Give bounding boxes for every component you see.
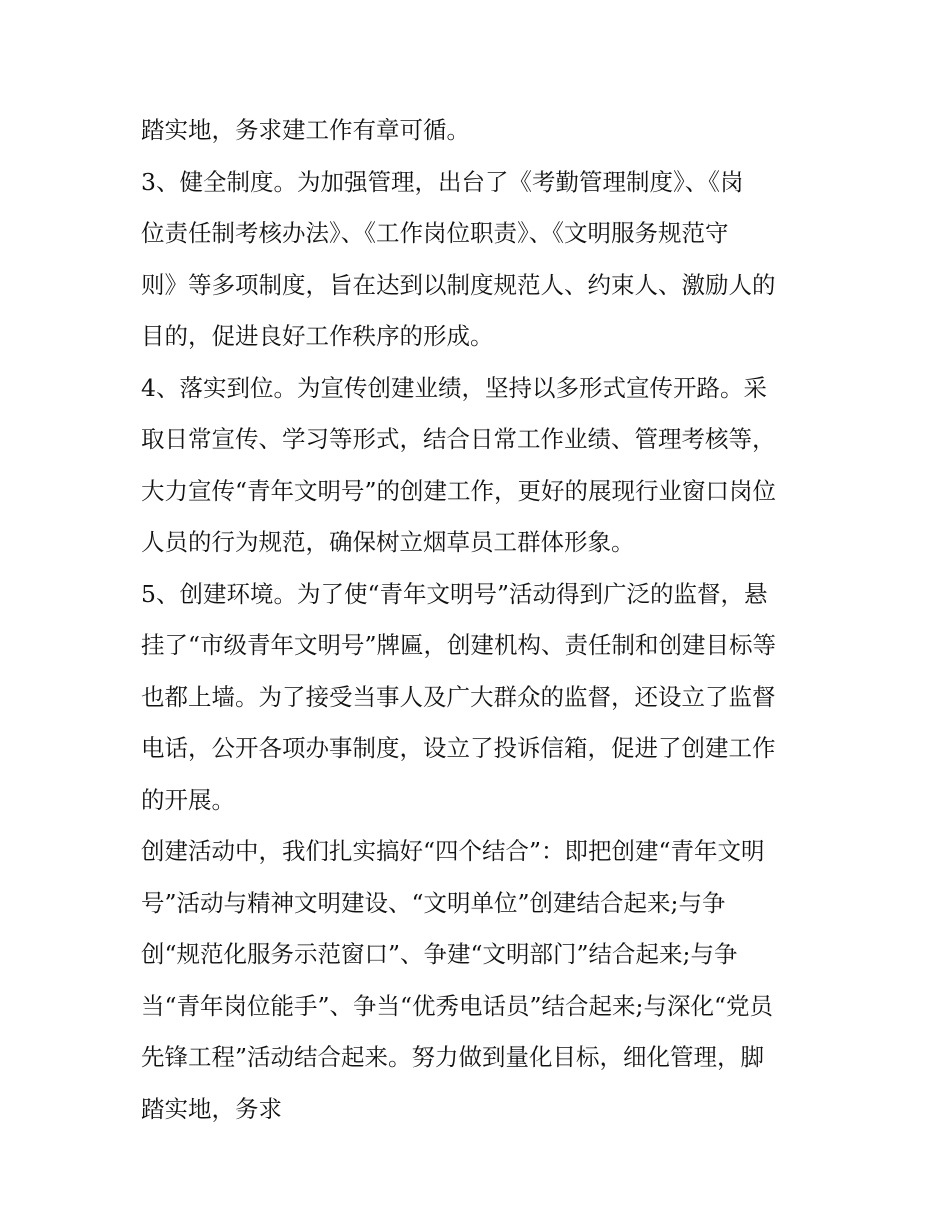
- body-text: [141, 105, 821, 1135]
- text-line: 位责任制考核办法》、《工作岗位职责》、《文明服务规范守: [141, 219, 729, 247]
- text-line: 人员的行为规范，确保树立烟草员工群体形象。: [141, 528, 635, 556]
- text-line: 电话，公开各项办事制度，设立了投诉信箱，促进了创建工作: [141, 734, 776, 762]
- text-line: 踏实地，务求建工作有章可循。: [141, 116, 470, 144]
- text-line: 也都上墙。为了接受当事人及广大群众的监督，还设立了监督: [141, 682, 776, 711]
- text-line: 号”活动与精神文明建设、“文明单位”创建结合起来;与争: [141, 888, 726, 917]
- text-line: 则》等多项制度，旨在达到以制度规范人、约束人、激励人的: [141, 270, 776, 299]
- text-line: 的开展。: [141, 785, 235, 814]
- text-line: 目的，促进良好工作秩序的形成。: [141, 322, 494, 350]
- text-line: 创“规范化服务示范窗口”、争建“文明部门”结合起来;与争: [141, 940, 738, 968]
- text-line: 5、创建环境。为了使“青年文明号”活动得到广泛的监督，悬: [141, 579, 768, 608]
- text-line: 踏实地，务求: [141, 1094, 282, 1123]
- text-line: 3、健全制度。为加强管理，出台了《考勤管理制度》、《岗: [141, 167, 744, 196]
- text-line: 创建活动中，我们扎实搞好“四个结合”：即把创建“青年文明: [141, 837, 765, 865]
- text-line: 取日常宣传、学习等形式，结合日常工作业绩、管理考核等，: [141, 425, 776, 453]
- text-line: 挂了“市级青年文明号”牌匾，创建机构、责任制和创建目标等: [141, 631, 777, 659]
- text-line: 当“青年岗位能手”、争当“优秀电话员”结合起来;与深化“党员: [141, 991, 773, 1020]
- text-line: 先锋工程”活动结合起来。努力做到量化目标，细化管理，脚: [141, 1043, 765, 1071]
- text-line: 4、落实到位。为宣传创建业绩，坚持以多形式宣传开路。采: [141, 373, 767, 402]
- text-line: 大力宣传“青年文明号”的创建工作，更好的展现行业窗口岗位: [141, 476, 777, 505]
